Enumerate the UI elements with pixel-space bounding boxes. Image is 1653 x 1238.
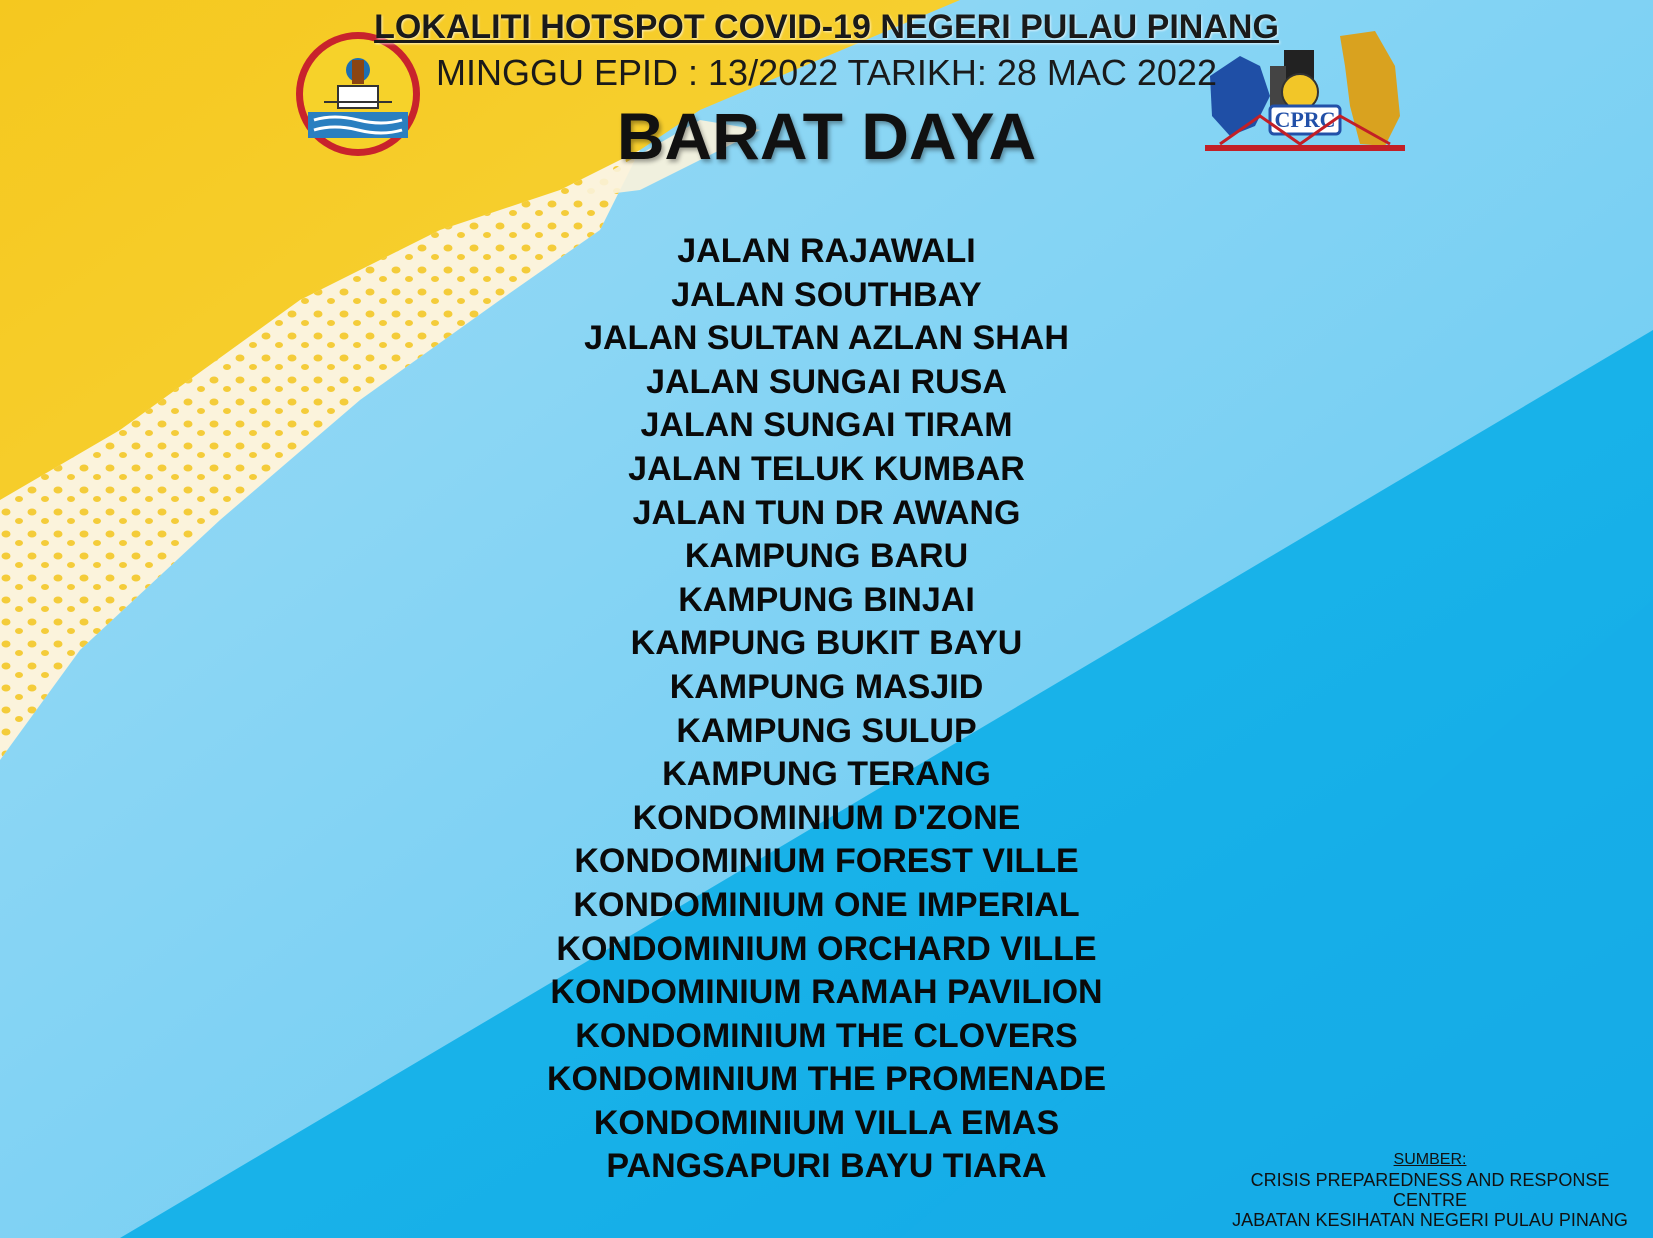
list-item: KAMPUNG BUKIT BAYU (630, 624, 1023, 663)
list-item: KONDOMINIUM VILLA EMAS (593, 1103, 1060, 1142)
list-item: KONDOMINIUM RAMAH PAVILION (550, 973, 1103, 1012)
svg-text:CPRC: CPRC (1274, 107, 1336, 132)
list-item: JALAN SULTAN AZLAN SHAH (584, 319, 1069, 358)
list-item: KAMPUNG SULUP (676, 711, 977, 750)
epid-week-date: MINGGU EPID : 13/2022 TARIKH: 28 MAC 2022 (436, 52, 1217, 93)
list-item: KONDOMINIUM ONE IMPERIAL (573, 885, 1080, 924)
list-item: KONDOMINIUM D'ZONE (632, 798, 1021, 837)
list-item: KONDOMINIUM FOREST VILLE (574, 842, 1079, 881)
source-label: SUMBER: (1393, 1151, 1467, 1168)
list-item: KONDOMINIUM THE CLOVERS (575, 1016, 1078, 1055)
list-item: KAMPUNG TERANG (662, 755, 991, 794)
list-item: KONDOMINIUM THE PROMENADE (546, 1060, 1107, 1099)
list-item: KAMPUNG BARU (684, 537, 969, 576)
list-item: KAMPUNG BINJAI (678, 580, 975, 619)
list-item: KONDOMINIUM ORCHARD VILLE (556, 929, 1097, 968)
list-item: PANGSAPURI BAYU TIARA (606, 1147, 1047, 1186)
source-line-jkn: JABATAN KESIHATAN NEGERI PULAU PINANG (1232, 1210, 1628, 1230)
list-item: JALAN TELUK KUMBAR (628, 449, 1025, 488)
source-credit (1220, 1150, 1640, 1230)
list-item: JALAN RAJAWALI (677, 232, 976, 270)
list-item: KAMPUNG MASJID (669, 667, 984, 706)
source-line-cprc: CRISIS PREPAREDNESS AND RESPONSE CENTRE (1250, 1170, 1610, 1210)
list-item: JALAN SUNGAI RUSA (646, 362, 1007, 401)
page-title: LOKALITI HOTSPOT COVID-19 NEGERI PULAU PINANG (374, 8, 1279, 46)
list-item: JALAN SOUTHBAY (671, 275, 982, 314)
list-item: JALAN TUN DR AWANG (632, 493, 1021, 532)
region-heading: BARAT DAYA (616, 99, 1037, 173)
locality-list (0, 230, 1653, 1189)
list-item: JALAN SUNGAI TIRAM (640, 406, 1013, 445)
